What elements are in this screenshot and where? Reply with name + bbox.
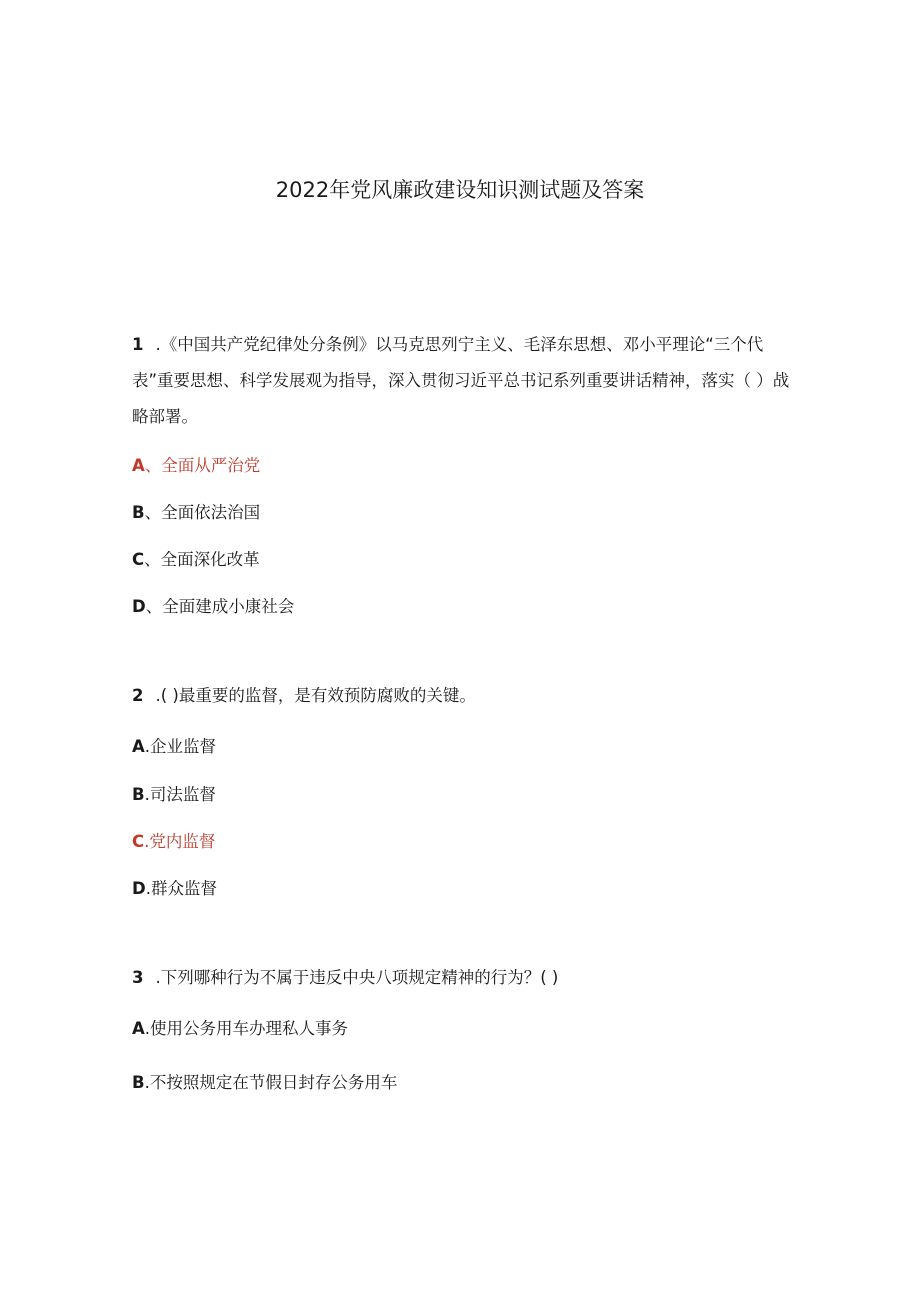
option-text: 企业监督	[150, 737, 217, 756]
option-separator: .	[145, 879, 151, 898]
question-number: 3	[132, 968, 144, 987]
option-separator: 、	[144, 503, 162, 522]
question-3-option-b	[132, 1071, 397, 1095]
question-1-option-c	[132, 548, 260, 572]
option-text: 不按照规定在节假日封存公务用车	[149, 1073, 398, 1092]
option-text: 群众监督	[150, 879, 217, 898]
question-number: 2	[132, 686, 144, 705]
option-separator: .	[144, 737, 151, 756]
question-3-option-a	[132, 1017, 348, 1041]
option-text: 全面深化改革	[160, 550, 260, 569]
document-title: 2022年党风廉政建设知识测试题及答案	[275, 178, 645, 202]
option-text: 全面建成小康社会	[162, 597, 295, 616]
option-letter: B	[132, 785, 145, 804]
question-1-option-b	[132, 501, 260, 525]
question-1-stem	[132, 327, 792, 435]
option-letter: A	[132, 1019, 145, 1038]
question-text: .《中国共产党纪律处分条例》以马克思列宁主义、毛泽东思想、邓小平理论“三个代表”重要思想、科学发展观为指导，深入贯彻习近平总书记系列重要讲话精神，落实（ ）战略部署。	[132, 335, 790, 426]
question-number: 1	[132, 335, 144, 354]
option-letter: A	[132, 737, 145, 756]
option-separator: .	[144, 1019, 151, 1038]
question-2-option-d	[132, 877, 217, 901]
option-letter: B	[132, 503, 145, 522]
question-2-option-b	[132, 783, 216, 807]
option-separator: 、	[145, 597, 163, 616]
question-1-option-a	[132, 454, 260, 478]
question-text: .( )最重要的监督，是有效预防腐败的关键。	[155, 686, 476, 705]
option-letter: A	[132, 456, 145, 475]
question-text: .下列哪种行为不属于违反中央八项规定精神的行为？( )	[155, 968, 559, 987]
option-letter: C	[132, 832, 145, 851]
question-2-option-c	[132, 830, 215, 854]
option-text: 使用公务用车办理私人事务	[150, 1019, 349, 1038]
question-1-option-d	[132, 595, 294, 619]
option-text: 全面依法治国	[161, 503, 261, 522]
option-separator: .	[144, 832, 150, 851]
option-separator: 、	[144, 550, 161, 569]
option-text: 司法监督	[149, 785, 216, 804]
option-separator: .	[144, 1073, 150, 1092]
option-separator: 、	[144, 456, 162, 475]
option-separator: .	[144, 785, 150, 804]
option-letter: B	[132, 1073, 145, 1092]
question-3-stem	[132, 960, 792, 996]
option-letter: D	[132, 597, 146, 616]
question-2-stem	[132, 678, 792, 714]
option-text: 全面从严治党	[161, 456, 261, 475]
option-letter: D	[132, 879, 146, 898]
option-letter: C	[132, 550, 145, 569]
option-text: 党内监督	[149, 832, 216, 851]
question-2-option-a	[132, 735, 216, 759]
